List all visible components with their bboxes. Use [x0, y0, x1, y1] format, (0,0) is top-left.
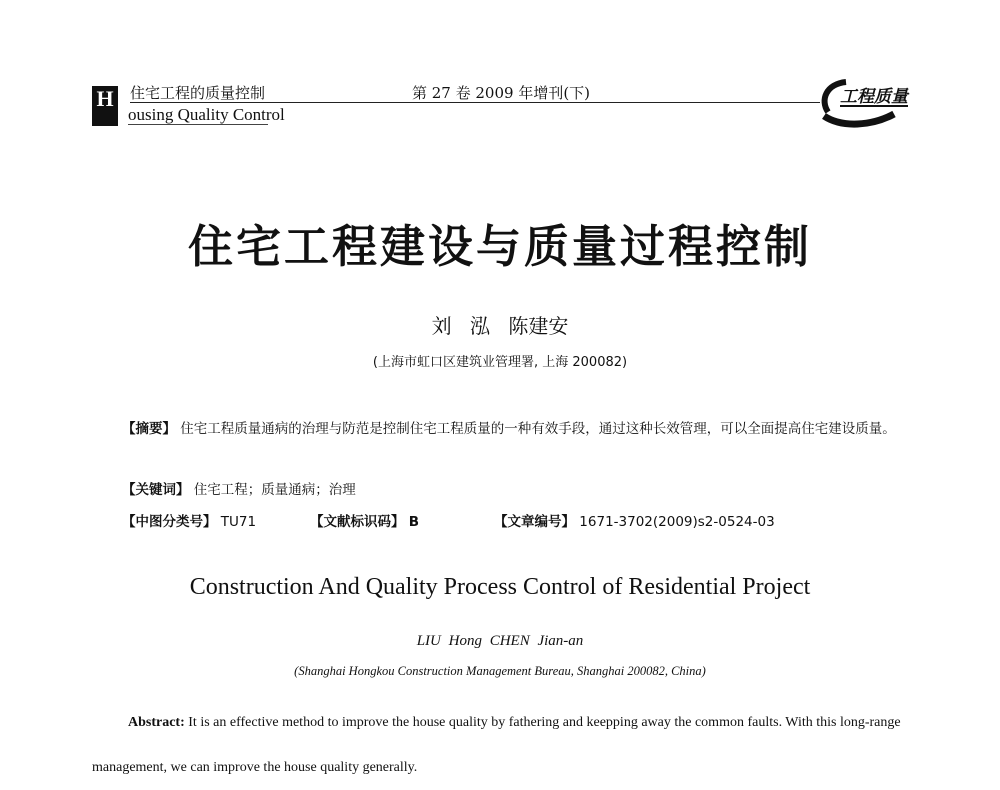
keywords-cn-label: 【关键词】: [122, 482, 190, 498]
abstract-cn: [92, 417, 910, 442]
journal-logo: [816, 78, 912, 128]
journal-name-en: ousing Quality Control: [128, 105, 285, 124]
classification-value: TU71: [220, 514, 257, 530]
article-number-value: 1671-3702(2009)s2-0524-03: [579, 514, 775, 530]
document-code-label: 【文献标识码】: [310, 514, 405, 530]
document-code-value: B: [408, 514, 420, 530]
article-number-label: 【文章编号】: [494, 514, 575, 530]
keywords-cn-text: 住宅工程；质量通病；治理: [193, 482, 356, 498]
journal-name-cn: 住宅工程的质量控制: [130, 84, 266, 102]
logo-text: 工程质量: [840, 87, 908, 107]
abstract-en: [92, 700, 910, 790]
abstract-cn-text: 住宅工程质量通病的治理与防范是控制住宅工程质量的一种有效手段，通过这种长效管理，可以全面提高住宅建设质量。: [180, 421, 896, 437]
authors-en: LIU Hong CHEN Jian-an: [416, 633, 584, 649]
header-subrule: [128, 124, 268, 125]
article-number: [494, 510, 775, 530]
abstract-en-text: It is an effective method to improve the house quality by fathering and keepping away the common faults. With this long-range management, we can improve the house quality generally.: [92, 715, 901, 775]
authors-cn: 刘 泓 陈建安: [431, 314, 569, 338]
keywords-cn: [122, 478, 356, 498]
classification-label: 【中图分类号】: [122, 514, 217, 530]
classification: [122, 510, 256, 530]
affiliation-en: (Shanghai Hongkou Construction Management Bureau, Shanghai 200082, China): [294, 664, 706, 678]
journal-initial-badge: H: [92, 86, 118, 126]
abstract-en-label: Abstract:: [128, 715, 185, 730]
paper-title-cn: 住宅工程建设与质量过程控制: [187, 220, 812, 273]
article-meta: [122, 510, 882, 530]
abstract-cn-label: 【摘要】: [122, 421, 176, 437]
journal-header: [92, 78, 912, 134]
document-code: [310, 510, 419, 530]
paper-title-en: Construction And Quality Process Control of Residential Project: [189, 574, 811, 600]
affiliation-cn: (上海市虹口区建筑业管理署, 上海 200082): [372, 355, 628, 370]
issue-info: 第 27 卷 2009 年增刊(下): [412, 84, 591, 102]
